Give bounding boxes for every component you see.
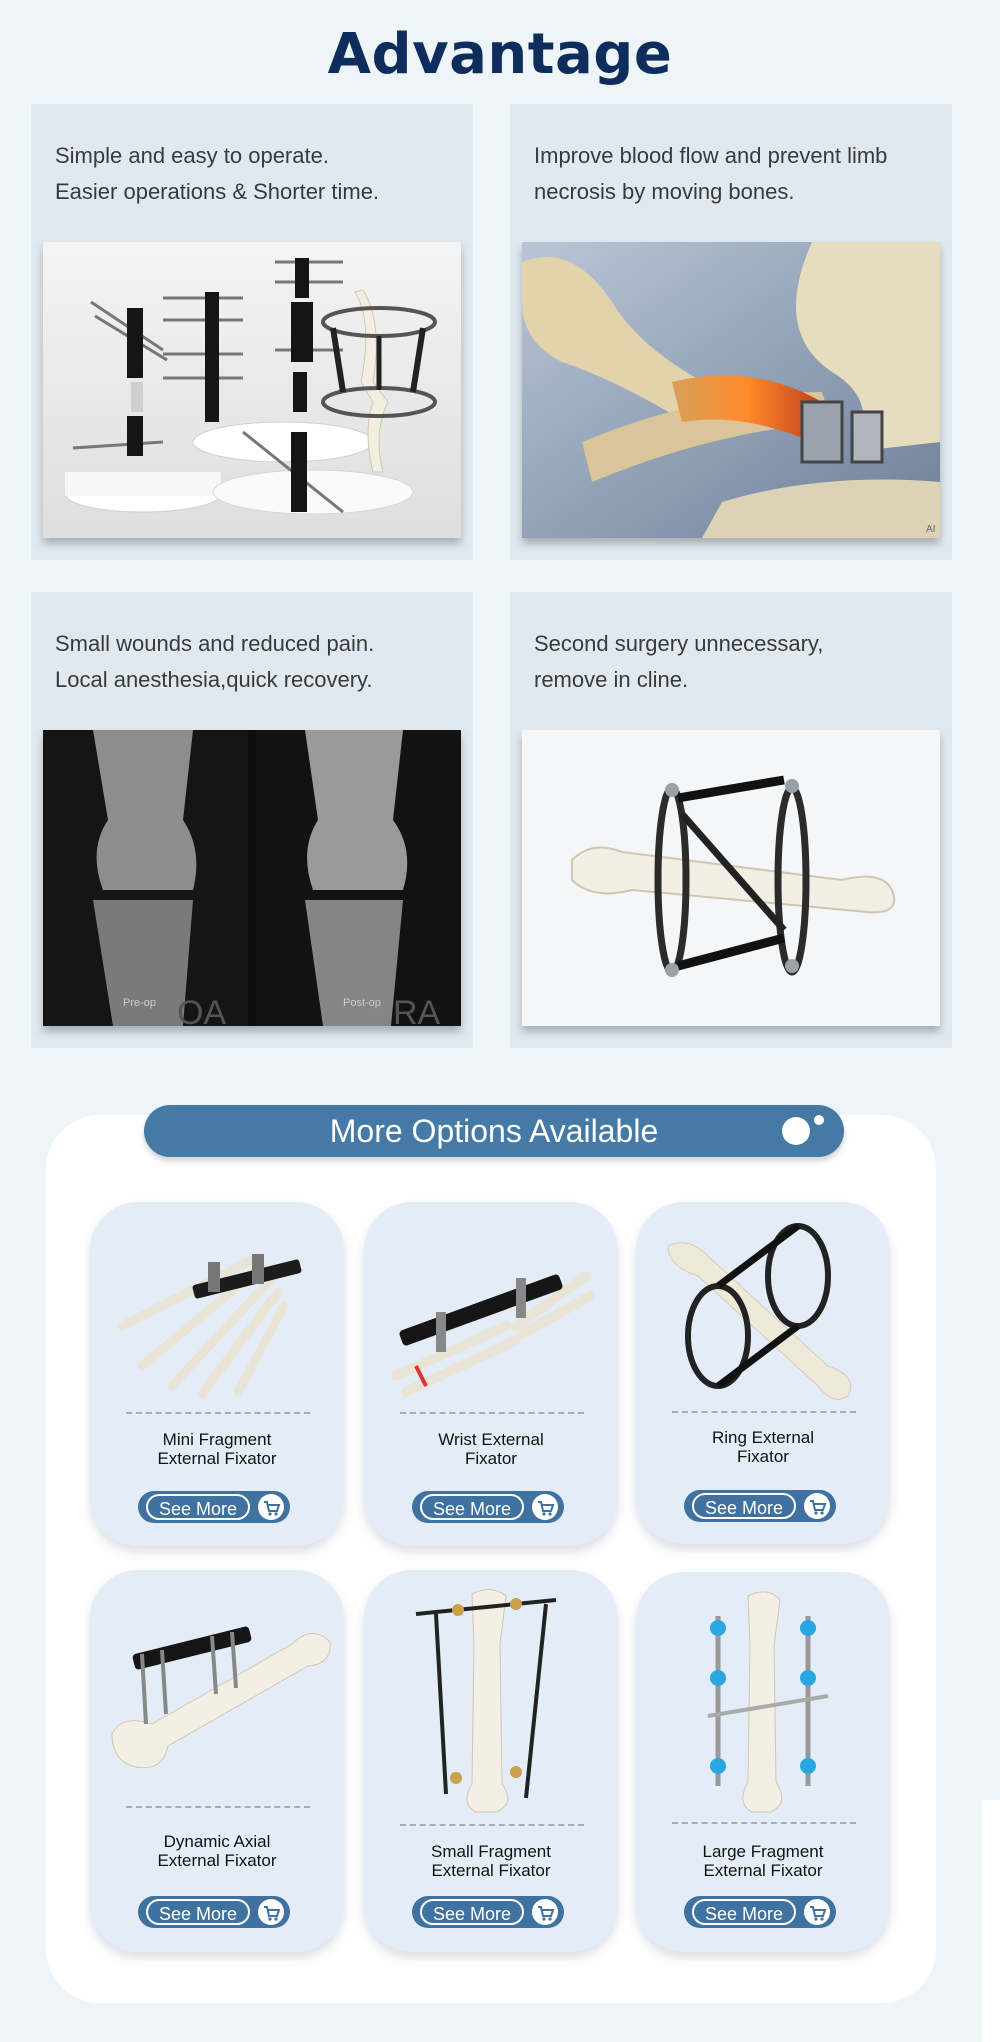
small-fragment-fixator-image (376, 1584, 606, 1824)
see-more-button[interactable] (684, 1896, 836, 1928)
advantage-line: necrosis by moving bones. (534, 179, 795, 204)
edge-strip (982, 1800, 1000, 2042)
xray-image (43, 730, 461, 1026)
see-more-label: See More (420, 1494, 524, 1520)
see-more-button[interactable] (684, 1490, 836, 1522)
advantage-line: Improve blood flow and prevent limb (534, 143, 888, 168)
product-name-line: External Fixator (431, 1861, 551, 1880)
product-name (374, 1842, 608, 1880)
product-card-dynamic-axial[interactable] (90, 1570, 344, 1952)
advantage-text (534, 138, 944, 210)
divider (672, 1411, 856, 1413)
divider (672, 1822, 856, 1824)
cart-icon (532, 1494, 558, 1520)
product-card-large-fragment[interactable] (636, 1572, 890, 1952)
see-more-label: See More (692, 1493, 796, 1519)
bone-illustration-image (522, 242, 940, 538)
product-card-mini-fragment[interactable] (90, 1202, 344, 1546)
product-name-line: Large Fragment (702, 1842, 824, 1861)
cart-icon (258, 1899, 284, 1925)
see-more-button[interactable] (412, 1896, 564, 1928)
cart-icon (804, 1493, 830, 1519)
see-more-label: See More (146, 1494, 250, 1520)
xray-oa-label: OA (177, 994, 227, 1026)
product-name (100, 1430, 334, 1468)
ring-fixator-product-image (648, 1216, 878, 1416)
product-name-line: External Fixator (157, 1851, 277, 1870)
advantage-line: Simple and easy to operate. (55, 143, 329, 168)
advantage-text (55, 138, 465, 210)
page-title: Advantage (327, 22, 673, 87)
header-dot-icon (782, 1117, 810, 1145)
cart-icon (532, 1899, 558, 1925)
product-name-line: External Fixator (157, 1449, 277, 1468)
product-name-line: Ring External (711, 1428, 815, 1447)
product-name (374, 1430, 608, 1468)
see-more-label: See More (146, 1899, 250, 1925)
product-card-small-fragment[interactable] (364, 1570, 618, 1952)
product-card-wrist-external[interactable] (364, 1202, 618, 1546)
divider (400, 1412, 584, 1414)
xray-ra-label: RA (393, 994, 441, 1026)
product-card-ring-external[interactable] (636, 1202, 890, 1544)
see-more-button[interactable] (138, 1491, 290, 1523)
divider (126, 1806, 310, 1808)
advantage-line: remove in cline. (534, 667, 689, 692)
product-name-line: Fixator (465, 1449, 517, 1468)
advantage-card-no-second-surgery (510, 592, 952, 1048)
advantage-card-easy-operation (31, 104, 473, 560)
xray-pre-op-label: Pre-op (123, 997, 157, 1009)
cart-icon (258, 1494, 284, 1520)
product-name-line: Small Fragment (431, 1842, 551, 1861)
see-more-label: See More (692, 1899, 796, 1925)
product-name-line: External Fixator (703, 1861, 823, 1880)
axial-fixator-image (102, 1584, 332, 1784)
wrist-fixator-image (376, 1216, 606, 1416)
more-options-title: More Options Available (329, 1113, 659, 1149)
product-name (100, 1832, 334, 1870)
see-more-label: See More (420, 1899, 524, 1925)
cart-icon (804, 1899, 830, 1925)
fixator-products-image (43, 242, 461, 538)
advantage-line: Second surgery unnecessary, (534, 631, 824, 656)
advantage-text (534, 626, 944, 698)
illustration-watermark: AI (926, 524, 936, 535)
large-fragment-fixator-image (648, 1586, 878, 1822)
product-name-line: Dynamic Axial (163, 1832, 271, 1851)
advantage-line: Easier operations & Shorter time. (55, 179, 380, 204)
xray-post-op-label: Post-op (343, 997, 381, 1009)
product-name-line: Fixator (737, 1447, 789, 1466)
advantage-line: Local anesthesia,quick recovery. (55, 667, 373, 692)
advantage-text (55, 626, 465, 698)
ring-fixator-image (522, 730, 940, 1026)
advantage-card-blood-flow (510, 104, 952, 560)
see-more-button[interactable] (412, 1491, 564, 1523)
see-more-button[interactable] (138, 1896, 290, 1928)
product-name (646, 1842, 880, 1880)
advantage-card-small-wounds (31, 592, 473, 1048)
divider (126, 1412, 310, 1414)
advantage-line: Small wounds and reduced pain. (55, 631, 375, 656)
product-name (646, 1428, 880, 1466)
header-small-dot-icon (814, 1115, 824, 1125)
product-name-line: Mini Fragment (162, 1430, 272, 1449)
divider (400, 1824, 584, 1826)
product-name-line: Wrist External (438, 1430, 544, 1449)
hand-fixator-image (102, 1216, 332, 1416)
more-options-header (144, 1105, 844, 1157)
